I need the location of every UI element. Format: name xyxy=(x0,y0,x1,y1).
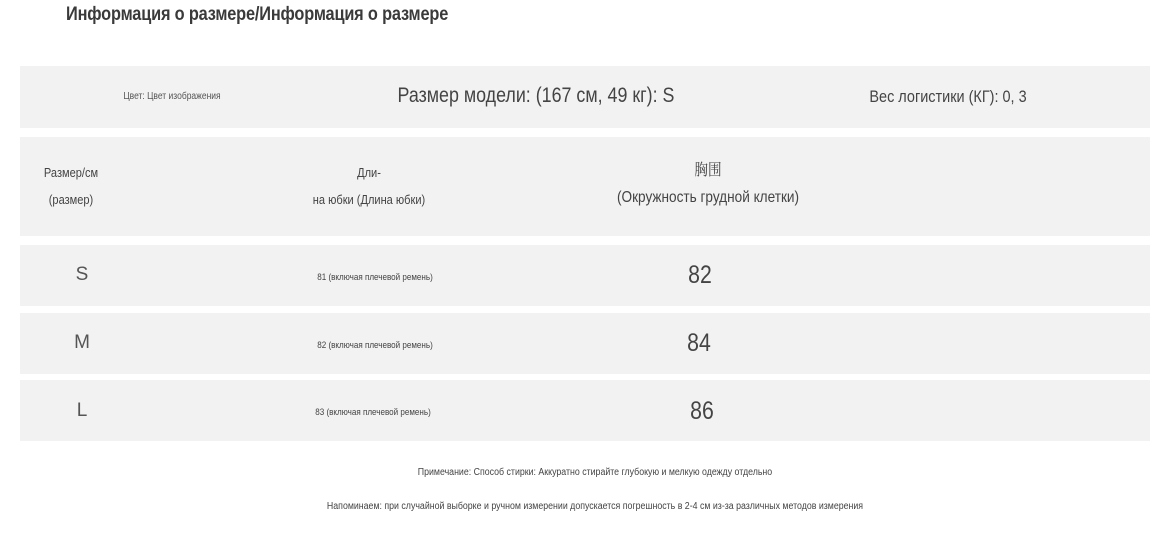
length-header-line1: Дли- xyxy=(357,165,381,180)
chest-header-line2: (Окружность грудной клетки) xyxy=(616,189,800,206)
chest-cell: 84 xyxy=(687,329,711,357)
table-row xyxy=(20,313,1150,374)
length-column-header xyxy=(313,159,425,213)
length-cell: 83 (включая плечевой ремень) xyxy=(315,407,431,418)
length-cell: 82 (включая плечевой ремень) xyxy=(317,340,433,351)
chest-cell: 86 xyxy=(690,397,714,425)
size-header-line2: (размер) xyxy=(48,192,94,207)
table-row xyxy=(20,380,1150,441)
logistics-weight-info: Вес логистики (КГ): 0, 3 xyxy=(869,87,1027,106)
size-cell: M xyxy=(74,332,90,353)
info-row xyxy=(20,66,1150,128)
size-header-line1: Размер/см xyxy=(43,165,99,180)
table-row xyxy=(20,245,1150,306)
chest-cell: 82 xyxy=(688,261,712,289)
measurement-reminder: Напоминаем: при случайной выборке и ручном измерении допускается погрешность в 2-4 см из-за различных методов измерения xyxy=(326,501,864,512)
length-header-line2: на юбки (Длина юбки) xyxy=(312,192,426,207)
size-column-header xyxy=(44,159,98,213)
washing-note: Примечание: Способ стирки: Аккуратно стирайте глубокую и мелкую одежду отдельно xyxy=(417,467,773,478)
chest-header-line1: 胸围 xyxy=(694,162,722,179)
page-title: Информация о размере/Информация о размере xyxy=(66,4,449,25)
size-cell: L xyxy=(76,400,88,421)
model-size-info: Размер модели: (167 см, 49 кг): S xyxy=(397,84,675,107)
chest-column-header xyxy=(617,157,799,211)
color-info: Цвет: Цвет изображения xyxy=(123,91,221,102)
size-cell: S xyxy=(75,264,89,285)
length-cell: 81 (включая плечевой ремень) xyxy=(317,272,433,283)
table-header xyxy=(20,137,1150,236)
